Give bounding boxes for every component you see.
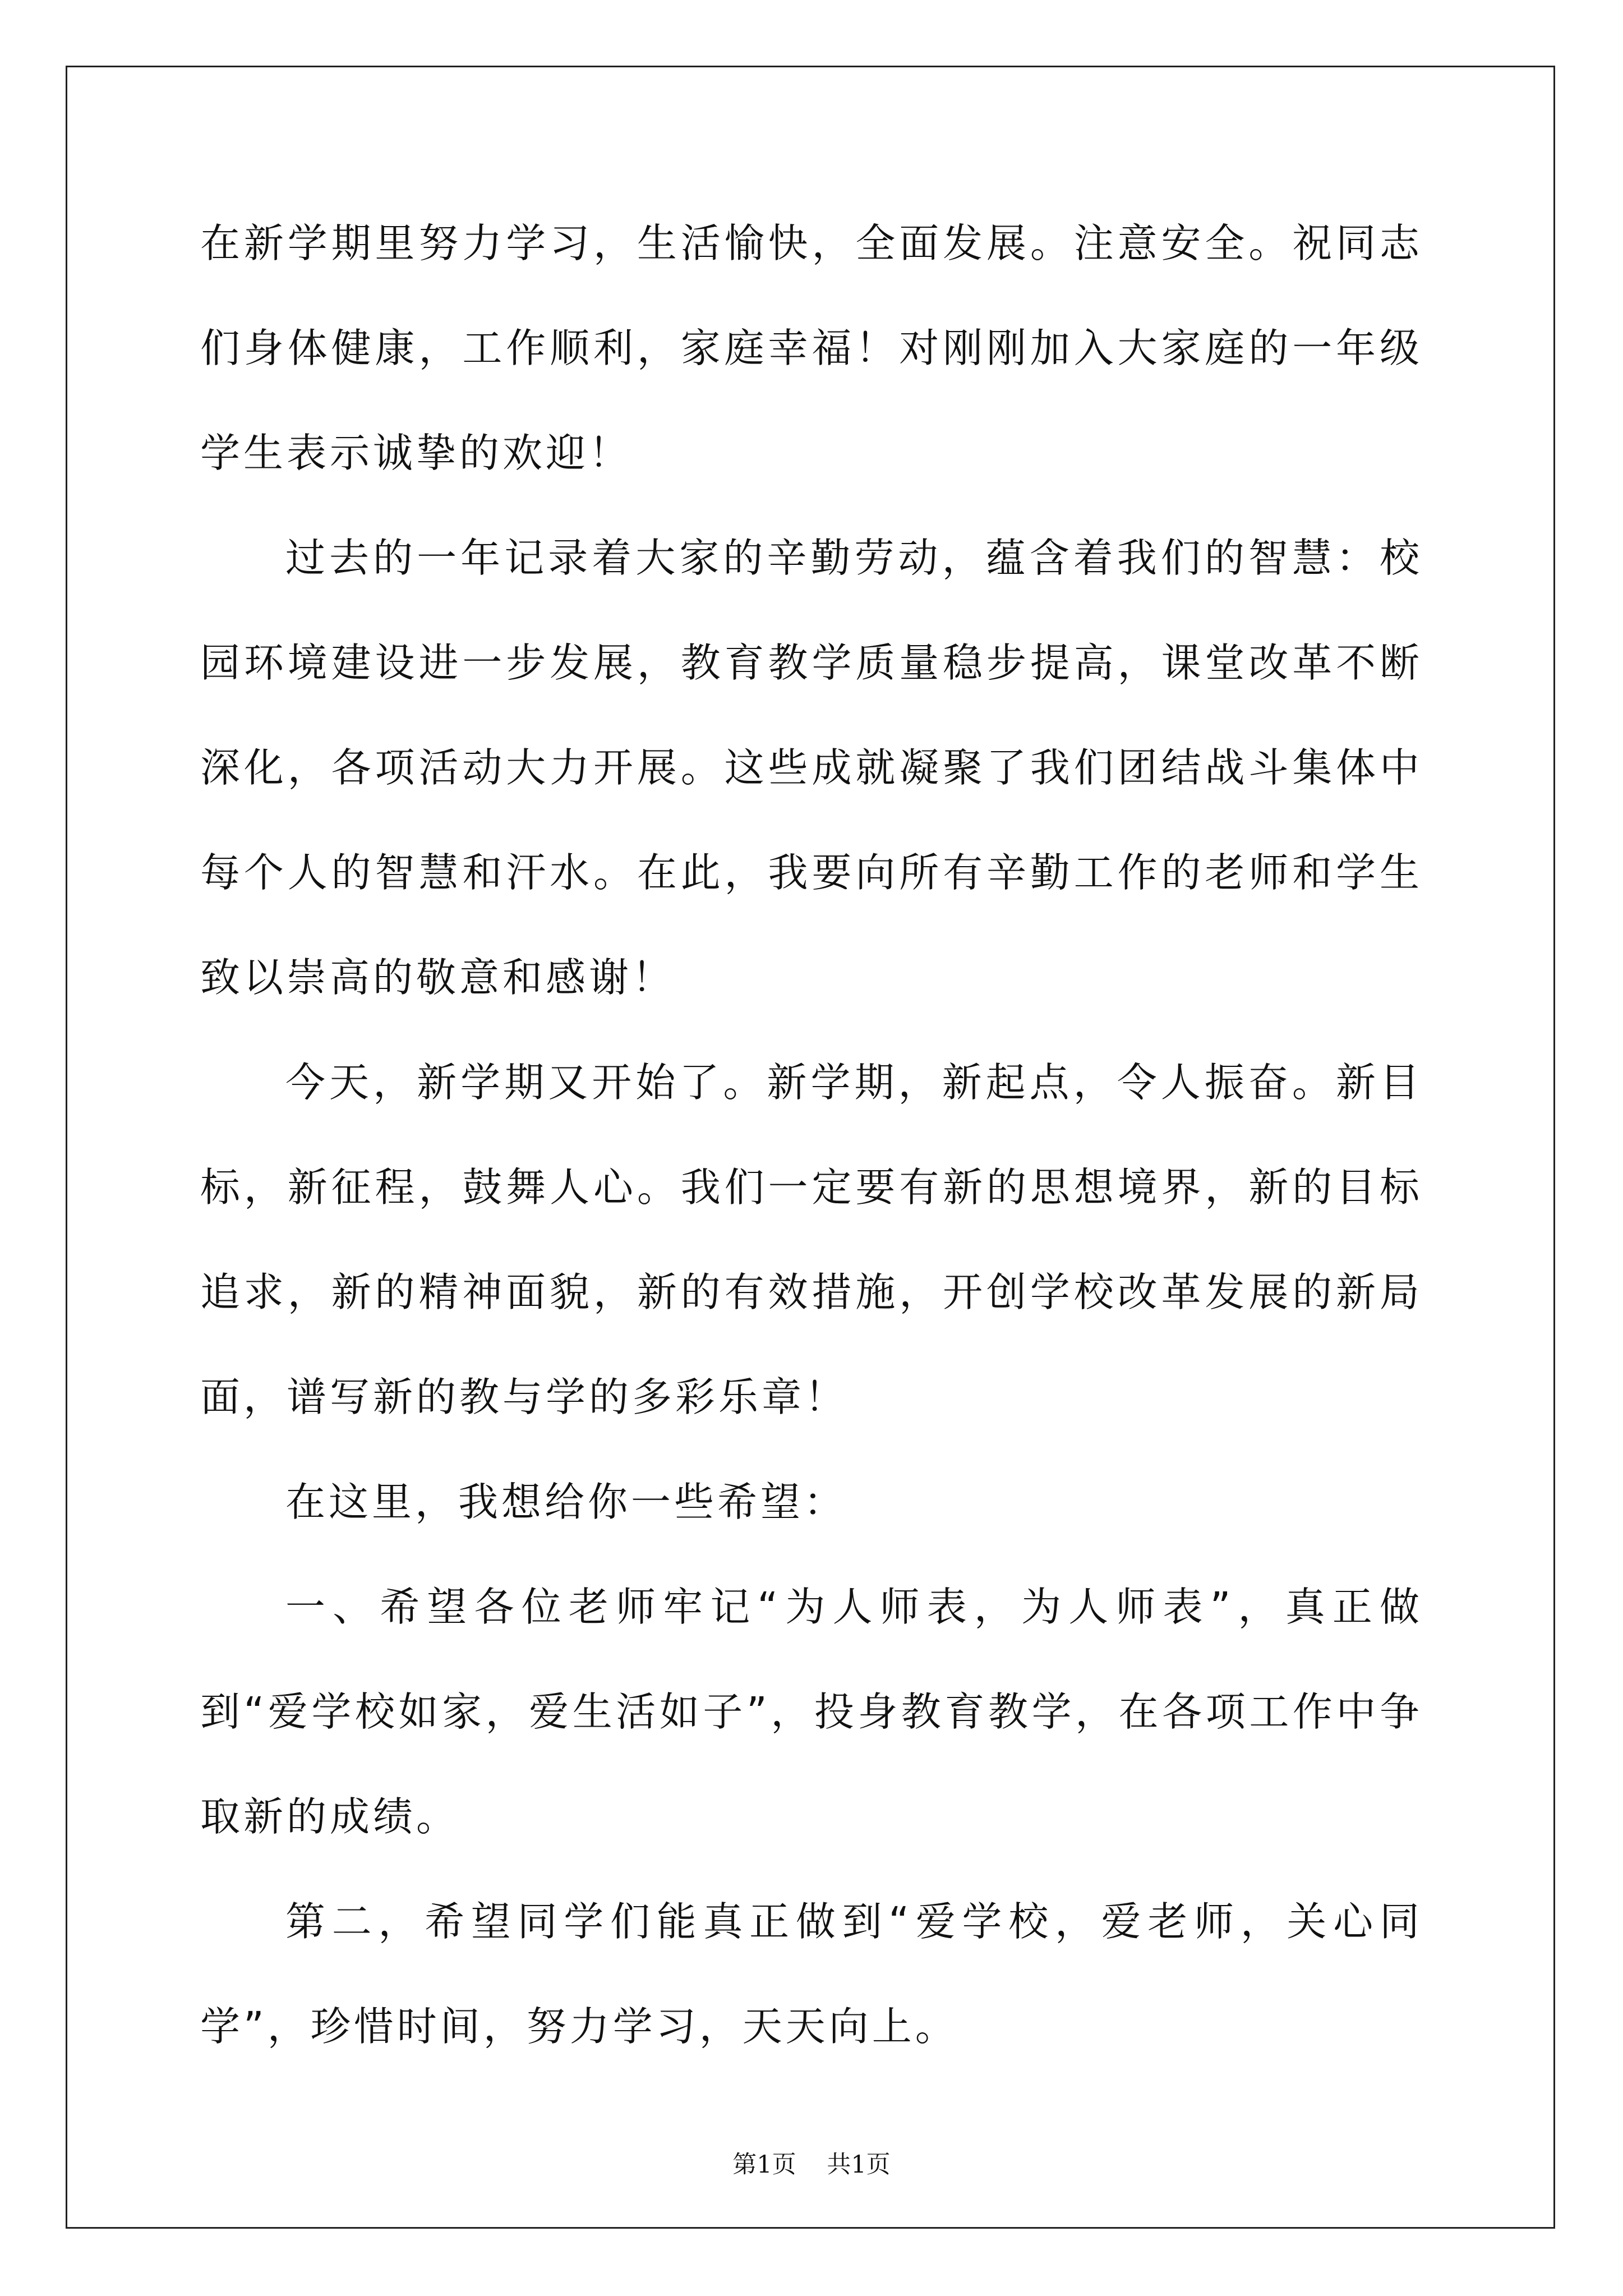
- paragraph-3: 今天，新学期又开始了。新学期，新起点，令人振奋。新目标，新征程，鼓舞人心。我们一定要有新的思想境界，新的目标追求，新的精神面貌，新的有效措施，开创学校改革发展的新局面，谱写新的教与学的多彩乐章！: [200, 1059, 1423, 1420]
- paragraph-1: 在新学期里努力学习，生活愉快，全面发展。注意安全。祝同志们身体健康，工作顺利，家庭幸福！对刚刚加入大家庭的一年级学生表示诚挚的欢迎！: [200, 220, 1423, 476]
- paragraph-2: 过去的一年记录着大家的辛勤劳动，蕴含着我们的智慧：校园环境建设进一步发展，教育教学质量稳步提高，课堂改革不断深化，各项活动大力开展。这些成就凝聚了我们团结战斗集体中每个人的智慧和汗水。在此，我要向所有辛勤工作的老师和学生致以崇高的敬意和感谢！: [200, 535, 1423, 1001]
- paragraph-6: 第二，希望同学们能真正做到“爱学校，爱老师，关心同学”，珍惜时间，努力学习，天天向上。: [200, 1898, 1423, 2050]
- document-body: [200, 191, 1423, 2079]
- paragraph-4: 在这里，我想给你一些希望：: [285, 1479, 847, 1525]
- page-number-footer: 第1页 共1页: [732, 2151, 891, 2179]
- paragraph-5: 一、希望各位老师牢记“为人师表，为人师表”，真正做到“爱学校如家，爱生活如子”，投身教育教学，在各项工作中争取新的成绩。: [200, 1584, 1423, 1840]
